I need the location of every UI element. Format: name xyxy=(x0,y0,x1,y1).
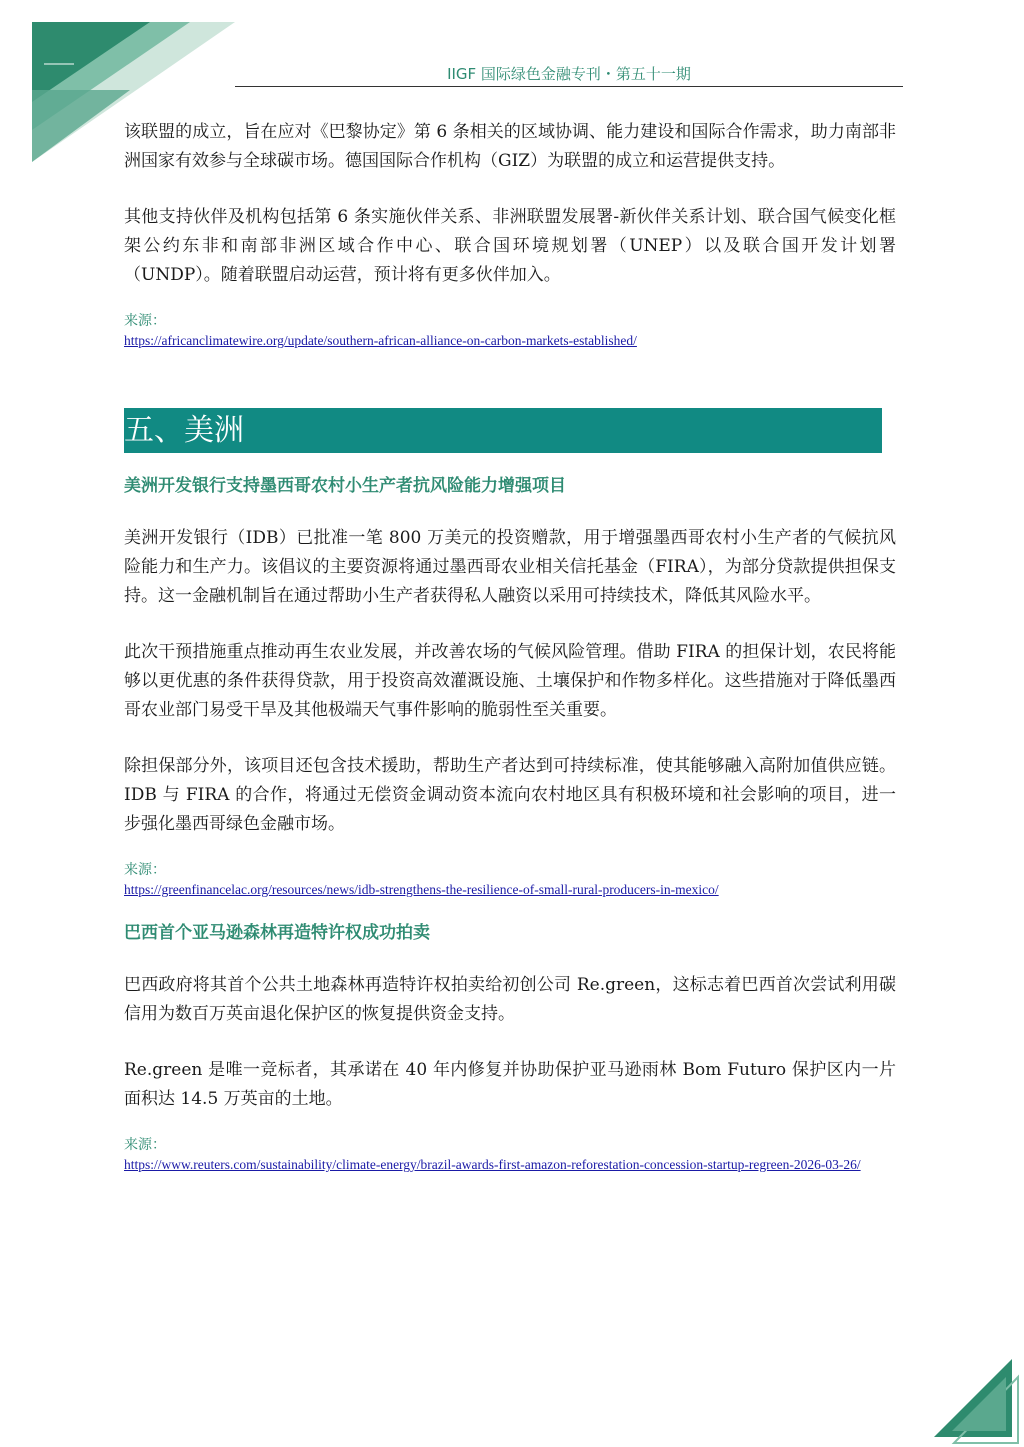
page-content xyxy=(124,118,896,1175)
article-1-paragraph-1: 美洲开发银行（IDB）已批准一笔 800 万美元的投资赠款，用于增强墨西哥农村小生产者的气候抗风险能力和生产力。该倡议的主要资源将通过墨西哥农业相关信托基金（FIRA），为部分贷款提供担保支持。这一金融机制旨在通过帮助小生产者获得私人融资以采用可持续技术，降低其风险水平。 xyxy=(124,528,896,606)
intro-paragraph-2: 其他支持伙伴及机构包括第 6 条实施伙伴关系、非洲联盟发展署-新伙伴关系计划、联合国气候变化框架公约东非和南部非洲区域合作中心、联合国环境规划署（UNEP）以及联合国开发计划署（UNDP）。随着联盟启动运营，预计将有更多伙伴加入。 xyxy=(124,207,896,285)
article-1-source xyxy=(124,860,896,900)
intro-source xyxy=(124,311,896,351)
article-1-paragraph-2: 此次干预措施重点推动再生农业发展，并改善农场的气候风险管理。借助 FIRA 的担保计划，农民将能够以更优惠的条件获得贷款，用于投资高效灌溉设施、土壤保护和作物多样化。这些措施对于降低墨西哥农业部门易受干旱及其他极端天气事件影响的脆弱性至关重要。 xyxy=(124,642,896,720)
article-2-paragraph-1: 巴西政府将其首个公共土地森林再造特许权拍卖给初创公司 Re.green，这标志着巴西首次尝试利用碳信用为数百万英亩退化保护区的恢复提供资金支持。 xyxy=(124,975,896,1024)
article-1-heading: 美洲开发银行支持墨西哥农村小生产者抗风险能力增强项目 xyxy=(124,476,566,496)
source-label: 来源： xyxy=(124,313,166,329)
article-2-paragraph-2: Re.green 是唯一竞标者，其承诺在 40 年内修复并协助保护亚马逊雨林 Bom Futuro 保护区内一片面积达 14.5 万英亩的土地。 xyxy=(124,1060,896,1109)
section-title-band: 五、美洲 xyxy=(124,408,882,453)
source-link[interactable]: https://africanclimatewire.org/update/southern-african-alliance-on-carbon-markets-established/ xyxy=(124,333,637,348)
header-title: IIGF 国际绿色金融专刊・第五十一期 xyxy=(447,65,691,83)
corner-decoration-bottom-right xyxy=(914,1347,1024,1447)
intro-paragraph-1: 该联盟的成立，旨在应对《巴黎协定》第 6 条相关的区域协调、能力建设和国际合作需求，助力南部非洲国家有效参与全球碳市场。德国国际合作机构（GIZ）为联盟的成立和运营提供支持。 xyxy=(124,122,896,171)
article-2-source xyxy=(124,1135,896,1175)
source-label: 来源： xyxy=(124,862,166,878)
article-2-heading: 巴西首个亚马逊森林再造特许权成功拍卖 xyxy=(124,923,430,943)
article-1-paragraph-3: 除担保部分外，该项目还包含技术援助，帮助生产者达到可持续标准，使其能够融入高附加值供应链。IDB 与 FIRA 的合作，将通过无偿资金调动资本流向农村地区具有积极环境和社会影响的项目，进一步强化墨西哥绿色金融市场。 xyxy=(124,756,896,834)
header-divider xyxy=(235,86,903,87)
source-link[interactable]: https://www.reuters.com/sustainability/climate-energy/brazil-awards-first-amazon-reforestation-concession-startup-regreen-2026-03-26/ xyxy=(124,1157,861,1172)
source-link[interactable]: https://greenfinancelac.org/resources/news/idb-strengthens-the-resilience-of-small-rural-producers-in-mexico/ xyxy=(124,882,719,897)
source-label: 来源： xyxy=(124,1137,166,1153)
